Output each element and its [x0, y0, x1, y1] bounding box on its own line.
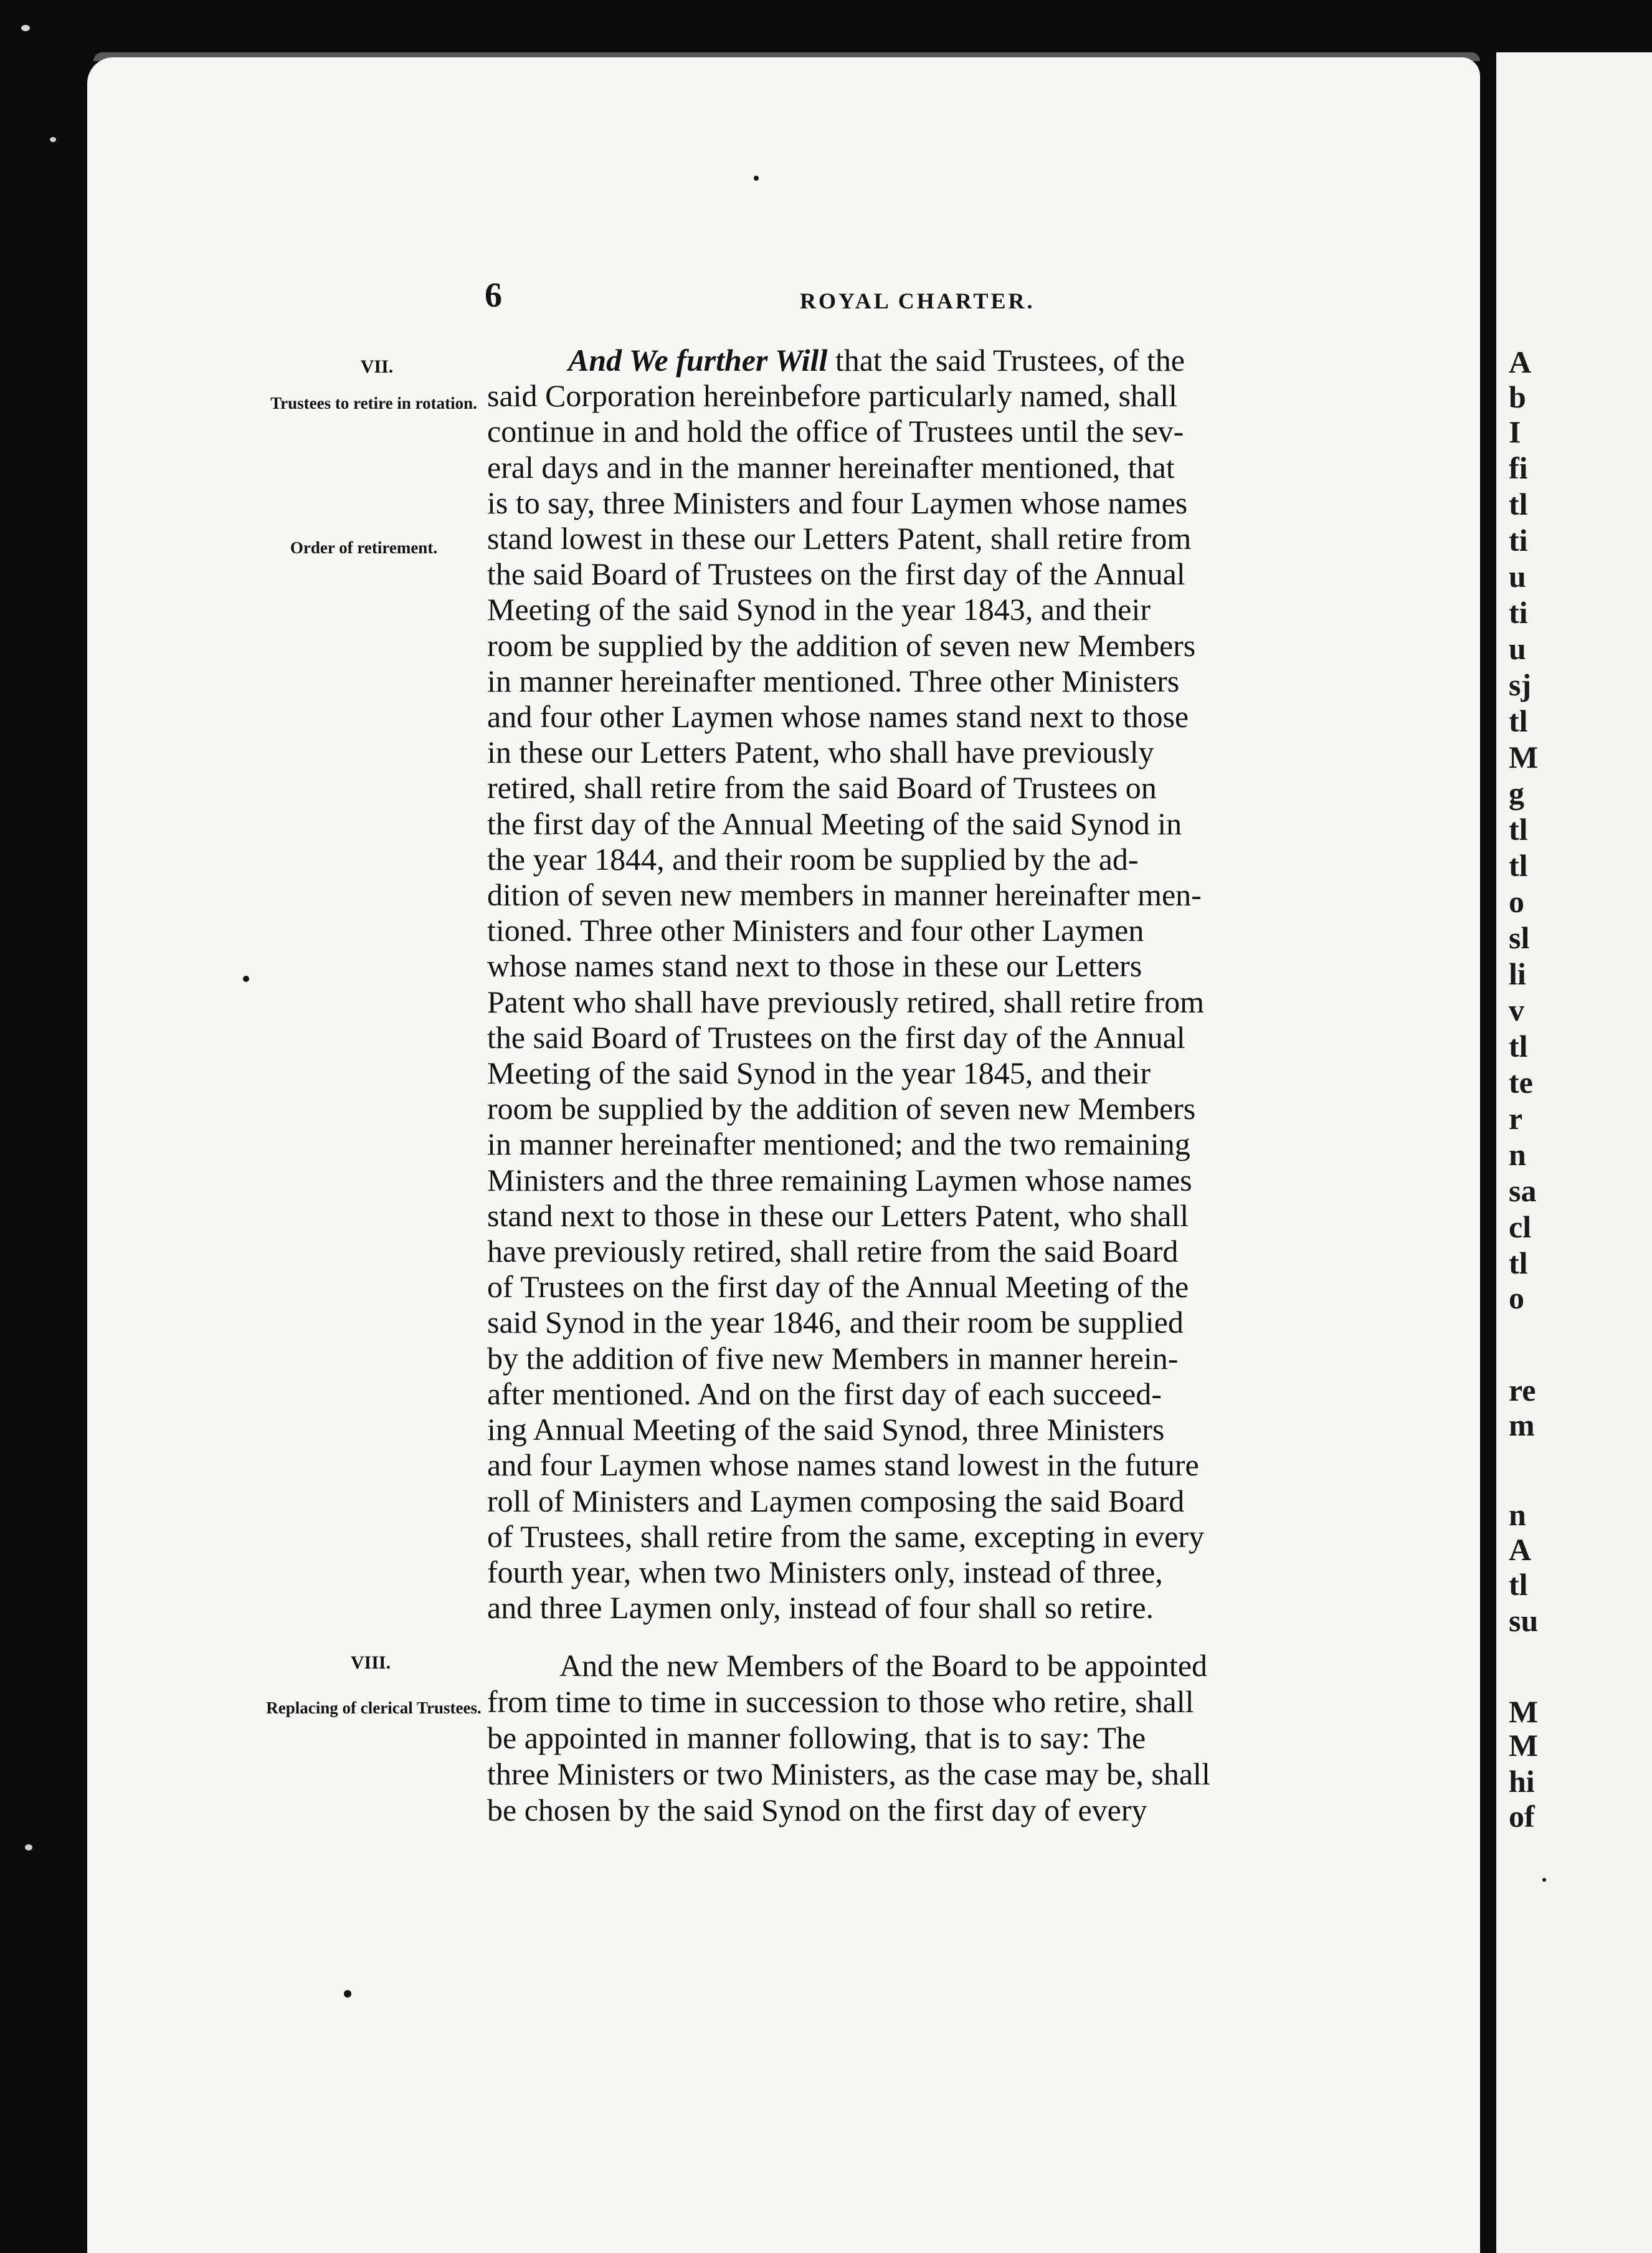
facing-page-fragment: tl [1509, 1246, 1528, 1280]
facing-page-fragment: I [1509, 414, 1521, 449]
scan-speck [754, 176, 759, 181]
facing-page-fragment: u [1509, 559, 1526, 594]
facing-page-fragment: tl [1509, 1567, 1528, 1602]
facing-page-fragment: A [1509, 345, 1532, 379]
section-vii-text: that the said Trustees, of the said Corporation hereinbefore particularly named, shall continue in and hold the office of Trustees until the sev- eral days and in the manner hereinafter mentioned, that is to say, three Ministers and four Laymen whose names stand lowest in these our Letters Patent, shall retire from the said Board of Trustees on the first day of the Annual Meeting of the said Synod in the year 1843, and their room be supplied by the addition of seven new Members in manner hereinafter mentioned. Three other Ministers and four other Laymen whose names stand next to those in these our Letters Patent, who shall have previously retired, shall retire from the said Board of Trustees on the first day of the Annual Meeting of the said Synod in the year 1844, and their room be supplied by the ad- dition of seven new members in manner hereinafter men- tioned. Three other Ministers and four other Laymen whose names stand next to those in these our Letters Patent who shall have previously retired, shall retire from the said Board of Trustees on the first day of the Annual Meeting of the said Synod in the year 1845, and their room be supplied by the addition of seven new Members in manner hereinafter mentioned; and the two remaining Ministers and the three remaining Laymen whose names stand next to those in these our Letters Patent, who shall have previously retired, shall retire from the said Board of Trustees on the first day of the Annual Meeting of the said Synod in the year 1846, and their room be supplied by the addition of five new Members in manner herein- after mentioned. And on the first day of each succeed- ing Annual Meeting of the said Synod, three Ministers and four Laymen whose names stand lowest in the future roll of Ministers and Laymen composing the said Board of Trustees, shall retire from the same, excepting in every fourth year, when two Ministers only, instead of three, and three Laymen only, instead of four shall so retire. [487, 343, 1205, 1626]
section-number-vii: VII. [360, 356, 394, 377]
facing-page-fragment: li [1509, 956, 1526, 991]
section-number-viii: VIII. [350, 1652, 391, 1673]
section-viii-text: And the new Members of the Board to be appointed from time to time in succession to those who retire, shall be appointed in manner following, that is to say: The three Ministers or two Ministers, as the case may be, shall be chosen by the said Synod on the first day of every [487, 1648, 1210, 1827]
facing-page-fragment: sa [1509, 1173, 1537, 1208]
scan-speck [25, 1844, 32, 1851]
facing-page-fragment: tl [1509, 487, 1528, 522]
section-viii-paragraph [487, 1647, 1338, 1828]
facing-page-fragment: o [1509, 1280, 1524, 1315]
facing-page-fragment: M [1509, 1694, 1539, 1729]
scan-speck [50, 137, 56, 142]
page-header [485, 275, 1339, 319]
facing-page-fragment: cl [1509, 1209, 1532, 1244]
section-vii-lead: And We further Will [568, 343, 828, 378]
facing-page-fragment: of [1509, 1799, 1535, 1834]
facing-page-fragment: re [1509, 1373, 1536, 1408]
facing-page-fragment: tl [1509, 1029, 1528, 1064]
facing-page-fragment: fi [1509, 450, 1528, 485]
facing-page-fragment: M [1509, 1728, 1539, 1763]
facing-page-fragment: m [1509, 1408, 1535, 1442]
facing-page-fragment: te [1509, 1065, 1533, 1100]
facing-page-fragment: g [1509, 776, 1524, 811]
facing-page-fragment: v [1509, 993, 1524, 1027]
page-number: 6 [485, 276, 502, 315]
facing-page-fragment: n [1509, 1497, 1526, 1532]
facing-page-fragment: ti [1509, 523, 1528, 558]
scan-speck [1542, 1878, 1546, 1882]
facing-page-fragment: M [1509, 740, 1539, 774]
section-vii-paragraph [487, 343, 1338, 1626]
facing-page-fragment: sl [1509, 920, 1530, 955]
facing-page-fragment: hi [1509, 1764, 1535, 1799]
facing-page-fragment: sj [1509, 667, 1532, 702]
scan-speck [21, 25, 30, 31]
facing-page-fragment: b [1509, 379, 1526, 414]
sidenote-order-of-retirement: Order of retirement. [290, 538, 438, 557]
sidenote-trustees-rotation: Trustees to retire in rotation. [270, 394, 477, 412]
facing-page [1496, 52, 1652, 2253]
facing-page-fragment: tl [1509, 812, 1528, 847]
facing-page-fragment: A [1509, 1532, 1532, 1567]
running-head: ROYAL CHARTER. [800, 288, 1035, 313]
facing-page-fragment: o [1509, 884, 1524, 919]
scan-speck [243, 976, 249, 982]
facing-page-fragment: ti [1509, 595, 1528, 630]
facing-page-fragment: tl [1509, 848, 1528, 883]
facing-page-fragment: n [1509, 1137, 1526, 1172]
facing-page-fragment: su [1509, 1603, 1539, 1638]
scan-speck [344, 1990, 351, 1998]
facing-page-fragment: tl [1509, 703, 1528, 738]
facing-page-fragment: r [1509, 1101, 1523, 1136]
sidenote-replacing-clerical-trustees: Replacing of clerical Trustees. [266, 1698, 482, 1717]
facing-page-fragment: u [1509, 631, 1526, 666]
